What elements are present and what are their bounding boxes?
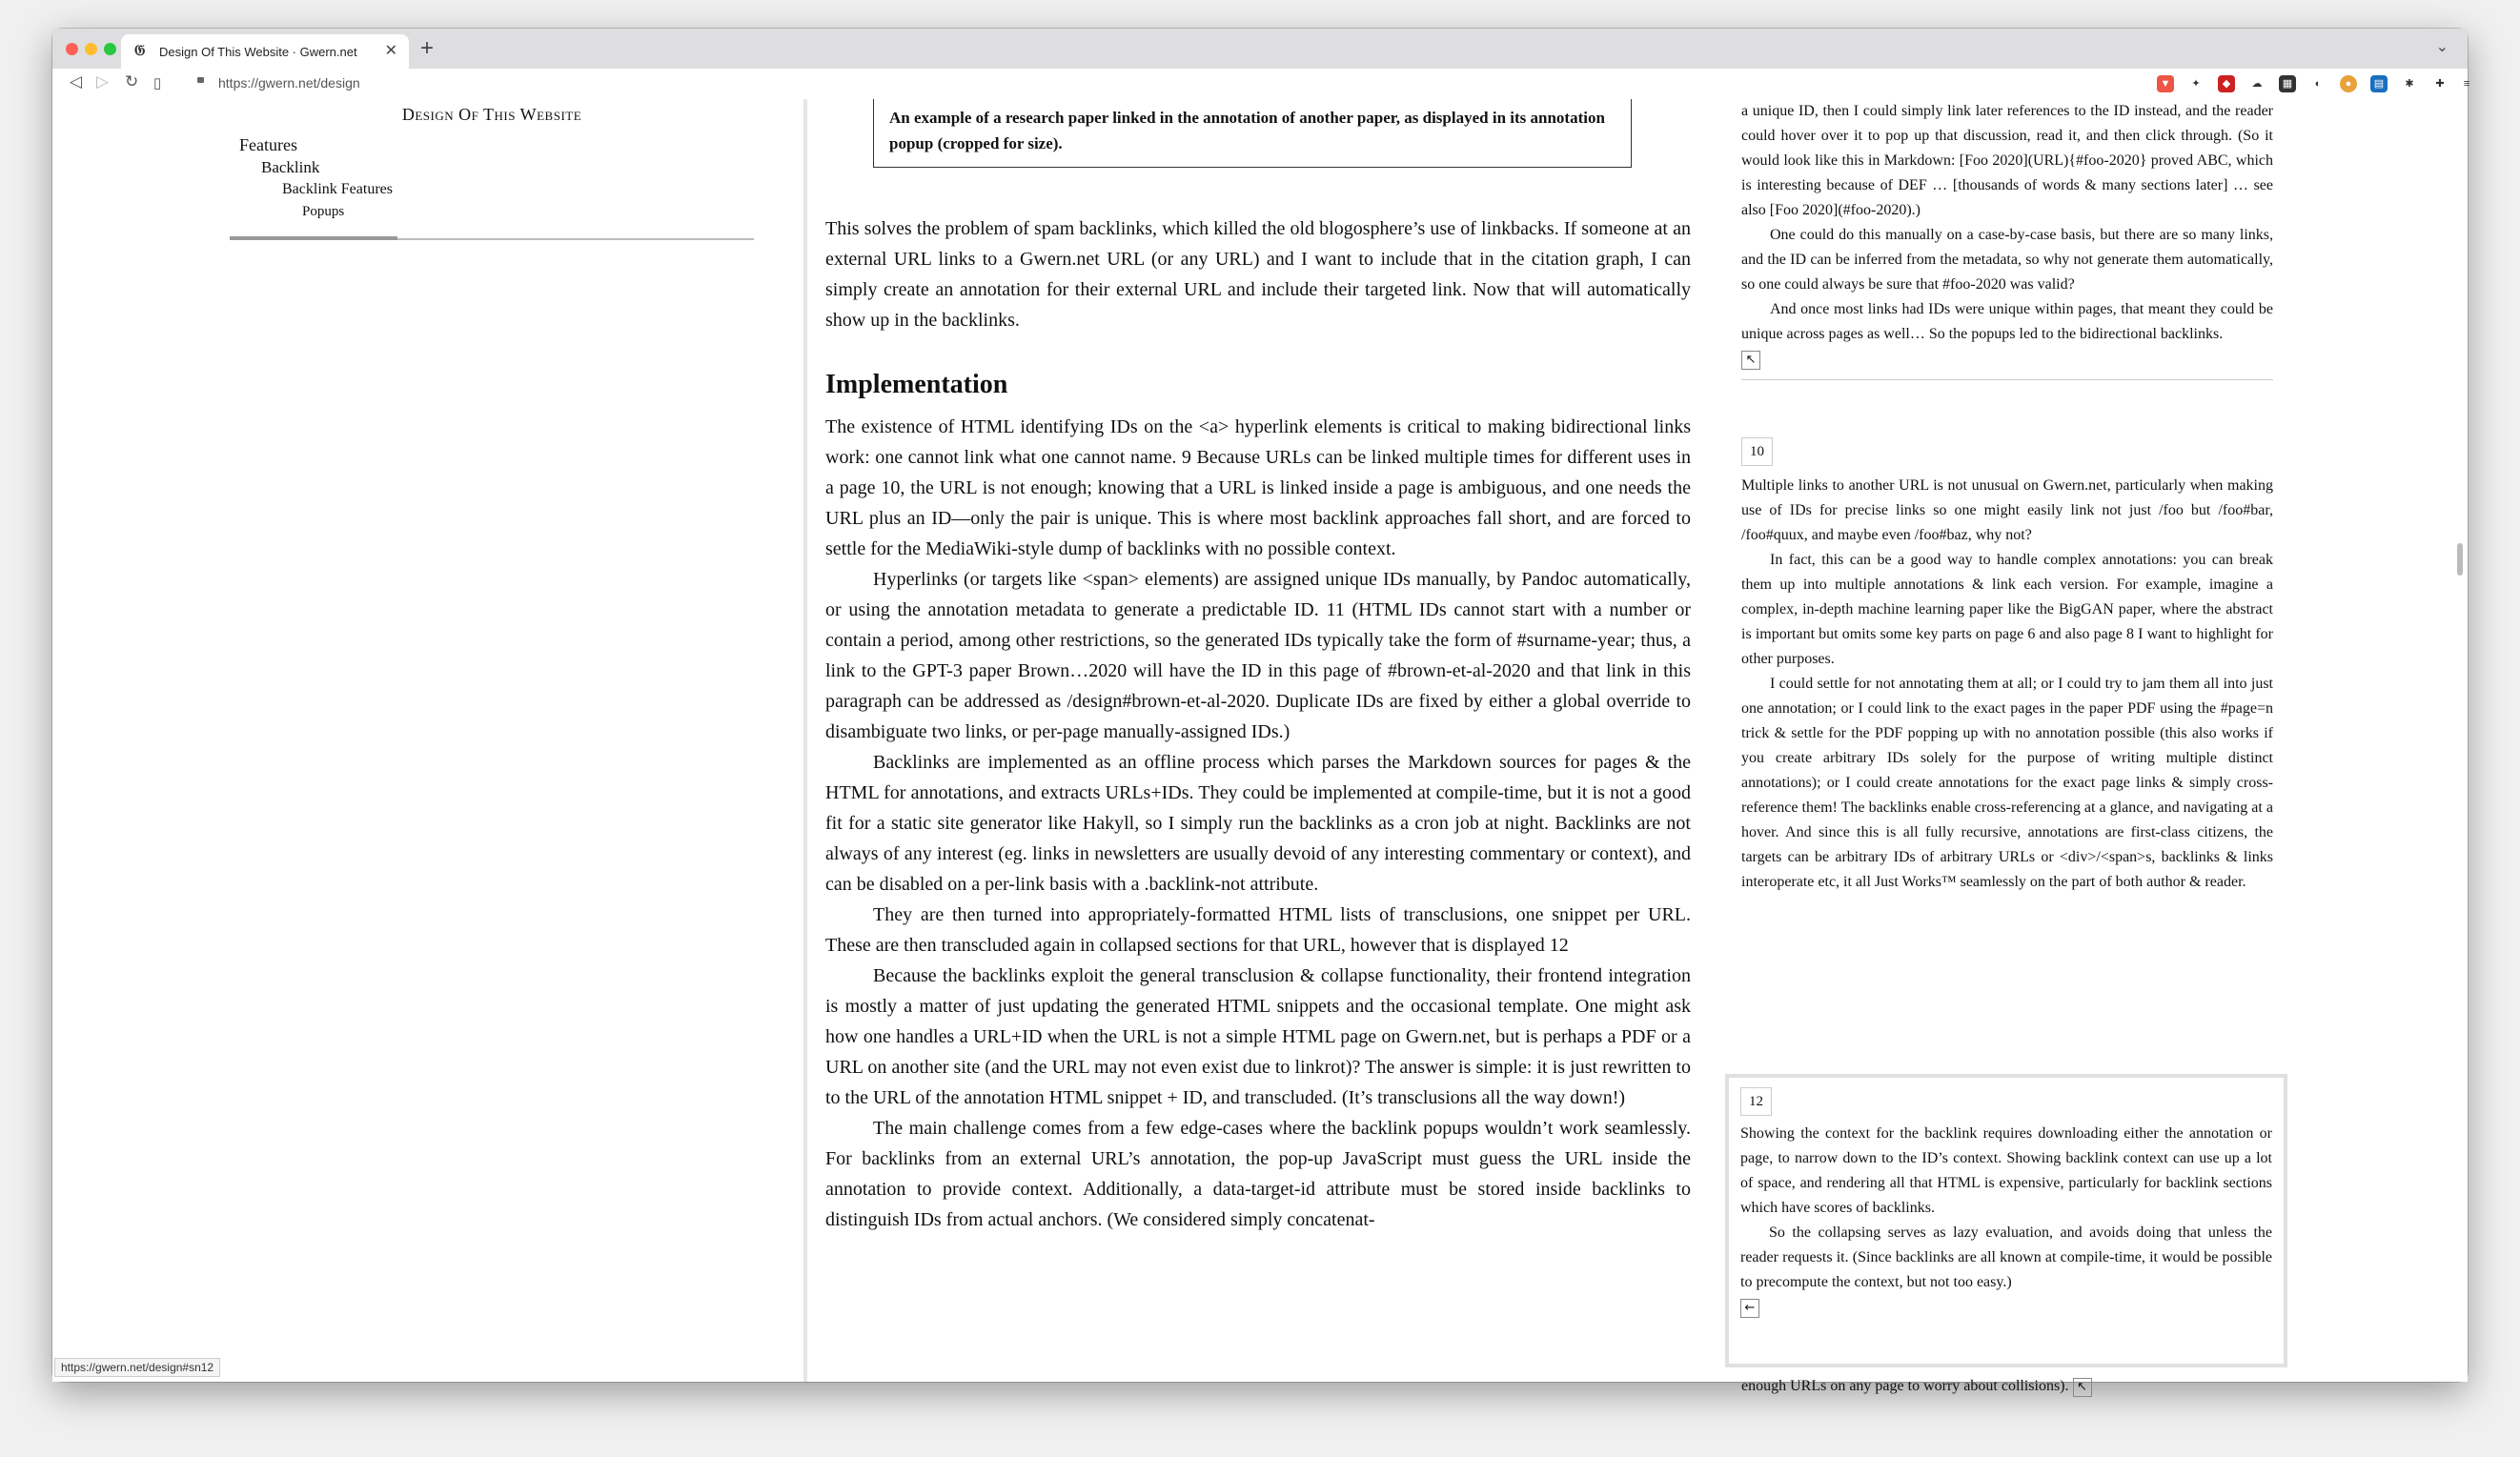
close-window-button[interactable] (66, 43, 78, 55)
sidenote-11-tail (1741, 1374, 2092, 1399)
window-controls (66, 43, 123, 60)
paragraph: The existence of HTML identifying IDs on the <a> hyperlink elements is critical to making bidirectional links work: one cannot link what one cannot name. 9 Because URLs can be linked multiple times for different uses in a page 10, the URL is not enough; knowing that a URL is linked inside a page is ambiguous, and one needs the URL plus an ID—only the pair is unique. This is where most backlink approaches fall short, and are forced to settle for the MediaWiki-style dump of backlinks with no possible context. (825, 416, 1691, 559)
minimize-window-button[interactable] (85, 43, 97, 55)
tab-title: Design Of This Website · Gwern.net (159, 45, 357, 59)
toc-item-popups[interactable]: Popups (302, 204, 345, 219)
dark-mode-icon[interactable]: ◐ (2314, 78, 2322, 90)
sidenote-10-paragraph: Multiple links to another URL is not unusual on Gwern.net, particularly when making use of IDs for precise links so one might easily link not just /foo but /foo#bar, /foo#quux, and maybe even /foo#baz, why not? (1741, 477, 2273, 543)
bookmark-icon[interactable]: ▯ (153, 75, 162, 91)
lock-icon (197, 77, 204, 83)
cookie-icon[interactable]: ● (2340, 75, 2357, 92)
cloud-icon[interactable]: ☁ (2251, 78, 2263, 90)
counter-icon[interactable]: ▤ (2370, 75, 2388, 92)
bug-icon[interactable]: ✱ (2405, 78, 2414, 90)
browser-toolbar (52, 69, 2468, 100)
close-tab-icon[interactable]: ✕ (384, 43, 397, 59)
sidenote-column (1741, 99, 2273, 890)
reader-icon[interactable]: ▦ (2279, 75, 2296, 92)
column-divider (803, 99, 807, 1382)
main-article (825, 213, 1691, 1235)
toc-title: Design Of This Website (401, 105, 582, 124)
toc-item-backlink[interactable]: Backlink (261, 158, 320, 176)
toc-item-backlink-features[interactable]: Backlink Features (282, 181, 393, 197)
sidenote-12-paragraph: So the collapsing serves as lazy evaluation, and avoids doing that unless the reader requests it. (Since backlinks are all known at compile-time, it would be possible to precompute the context, but not too easy.) (1740, 1224, 2272, 1290)
new-tab-button[interactable]: + (420, 35, 435, 61)
paragraph: Because the backlinks exploit the general transclusion & collapse functionality, their frontend integration is mostly a matter of just updating the generated HTML snippets and the occasional template. One might ask how one handles a URL+ID when the URL is not a simple HTML page on Gwern.net, but is perhaps a PDF or a URL on another site (and the URL may not even exist due to linkrot)? The answer is simple: it is just rewritten to to the URL of the annotation HTML snippet + ID, and transcluded. (It’s transclusions all the way down!) (825, 965, 1691, 1108)
sidenote-9-paragraph: One could do this manually on a case-by-case basis, but there are so many links, and the ID can be inferred from the metadata, so why not generate them automatically, so one could always be sure that #foo-2020 was valid? (1741, 227, 2273, 293)
paragraph: Hyperlinks (or targets like <span> elements) are assigned unique IDs manually, by Pandoc automatically, or using the annotation metadata to generate a predictable ID. 11 (HTML IDs cannot start with a number or contain a period, among other restrictions, so the generated IDs typically take the form of #surname-year; thus, a link to the GPT-3 paper Brown…2020 will have the ID in this page of #brown-et-al-2020 and that link in this paragraph can be addressed as /design#brown-et-al-2020. Duplicate IDs are fixed by either a global override to disambiguate two links, or per-page manually-assigned IDs.) (825, 569, 1691, 742)
sidenote-10-paragraph: In fact, this can be a good way to handle complex annotations: you can break them up into multiple annotations & link each version. For example, imagine a complex, in-depth machine learning paper like the BigGAN paper, where the abstract is important but omits some key parts on page 6 and also page 8 I want to highlight for other purposes. (1741, 552, 2273, 667)
reload-icon[interactable]: ↻ (125, 72, 139, 91)
brave-shield-icon[interactable]: ▼ (2157, 75, 2174, 92)
forward-icon[interactable]: ▷ (96, 72, 110, 91)
sidenote-9-paragraph: And once most links had IDs were unique within pages, that meant they could be unique across pages as well… So the popups led to the bidirectional backlinks. (1741, 301, 2273, 342)
active-tab[interactable] (121, 34, 409, 69)
paragraph: The main challenge comes from a few edge-cases where the backlink popups wouldn’t work seamlessly. For backlinks from an external URL’s annotation, the pop-up JavaScript must guess the URL inside the annotation to provide context. Additionally, a data-target-id attribute must be stored inside backlinks to distinguish IDs from actual anchors. (We considered simply concatenat- (825, 1118, 1691, 1230)
page-scrollbar[interactable] (2457, 543, 2463, 576)
figure-caption: An example of a research paper linked in the annotation of another paper, as displayed in its annotation popup (cropped for size). (873, 99, 1632, 168)
sidenote-12-paragraph: Showing the context for the backlink requires downloading either the annotation or page, to narrow down to the ID’s context. Showing backlink context can use up a lot of space, and rendering all that HTML is expensive, particularly for backlink sections which have scores of backlinks. (1740, 1125, 2272, 1216)
toc-item-features[interactable]: Features (239, 135, 297, 154)
sidenote-12-popup (1725, 1074, 2287, 1367)
site-favicon-icon: 𝔊 (134, 43, 146, 59)
toc-progress (230, 236, 397, 240)
page-content (52, 99, 2468, 1394)
paragraph: This solves the problem of spam backlinks, which killed the old blogosphere’s use of linkbacks. If someone at an external URL links to a Gwern.net URL (or any URL) and I want to include that in the citation graph, I can simply create an annotation for their external URL and include their targeted link. Now that will automatically show up in the backlinks. (825, 218, 1691, 331)
paragraph: Backlinks are implemented as an offline process which parses the Markdown sources for pages & the HTML for annotations, and extracts URLs+IDs. They could be implemented at compile-time, but it is not a good fit for a static site generator like Hakyll, so I simply run the backlinks as a cron job at night. Backlinks are not always of any interest (eg. links in newsletters are usually devoid of any interesting commentary or context), and can be disabled on a per-link basis with a .backlink-not attribute. (825, 752, 1691, 895)
tab-list-chevron-icon[interactable]: ⌄ (2435, 39, 2449, 55)
browser-window (52, 29, 2470, 1394)
pin-icon[interactable]: ✦ (2191, 78, 2201, 90)
menu-icon[interactable]: ≡ (2463, 78, 2470, 90)
section-heading: Implementation (825, 370, 1008, 399)
address-bar[interactable]: https://gwern.net/design (218, 75, 360, 91)
sidenote-11-text: enough URLs on any page to worry about collisions). (1741, 1378, 2069, 1394)
sidenote-9-text: a unique ID, then I could simply link later references to the ID instead, and the reader could hover over it to pop up that discussion, read it, and then click through. (So it would look like this in Markdown: [Foo 2020](URL){#foo-2020} proved ABC, which is interesting because of DEF … [thousands of words & many sections later] … see also [Foo 2020](#foo-2020).) (1741, 103, 2273, 218)
sidenote-12-number[interactable]: 12 (1740, 1087, 1772, 1116)
table-of-contents (230, 99, 754, 219)
ublock-icon[interactable]: ◆ (2218, 75, 2235, 92)
sidenote-10-number[interactable]: 10 (1741, 437, 1773, 466)
zoom-window-button[interactable] (104, 43, 116, 55)
back-arrow-icon[interactable]: ↖ (2073, 1378, 2092, 1397)
paragraph: They are then turned into appropriately-formatted HTML lists of transclusions, one snippet per URL. These are then transcluded again in collapsed sections for that URL, however that is displayed 12 (825, 904, 1691, 956)
back-icon[interactable]: ◁ (70, 72, 83, 91)
status-bar-url: https://gwern.net/design#sn12 (54, 1358, 220, 1377)
back-arrow-icon[interactable]: ← (1740, 1299, 1759, 1318)
tab-strip (52, 29, 2468, 69)
sidenote-10-paragraph: I could settle for not annotating them at all; or I could try to jam them all into just one annotation; or I could link to the exact pages in the paper PDF using the #page=n trick & settle for the PDF popping up with no annotation possible (this also works if you create arbitrary IDs solely for the purpose of writing multiple distinct annotations); or I could create annotations for the exact page links & simply cross-reference them! The backlinks enable cross-referencing at a glance, and navigating at a hover. And since this is all fully recursive, annotations are first-class citizens, the targets can be arbitrary IDs of arbitrary URLs or <div>/<span>s, backlinks & links interoperate etc, it all Just Works™ seamlessly on the part of both author & reader. (1741, 676, 2273, 890)
back-arrow-icon[interactable]: ↖ (1741, 351, 1760, 370)
extensions-puzzle-icon[interactable]: ✚ (2435, 78, 2445, 90)
